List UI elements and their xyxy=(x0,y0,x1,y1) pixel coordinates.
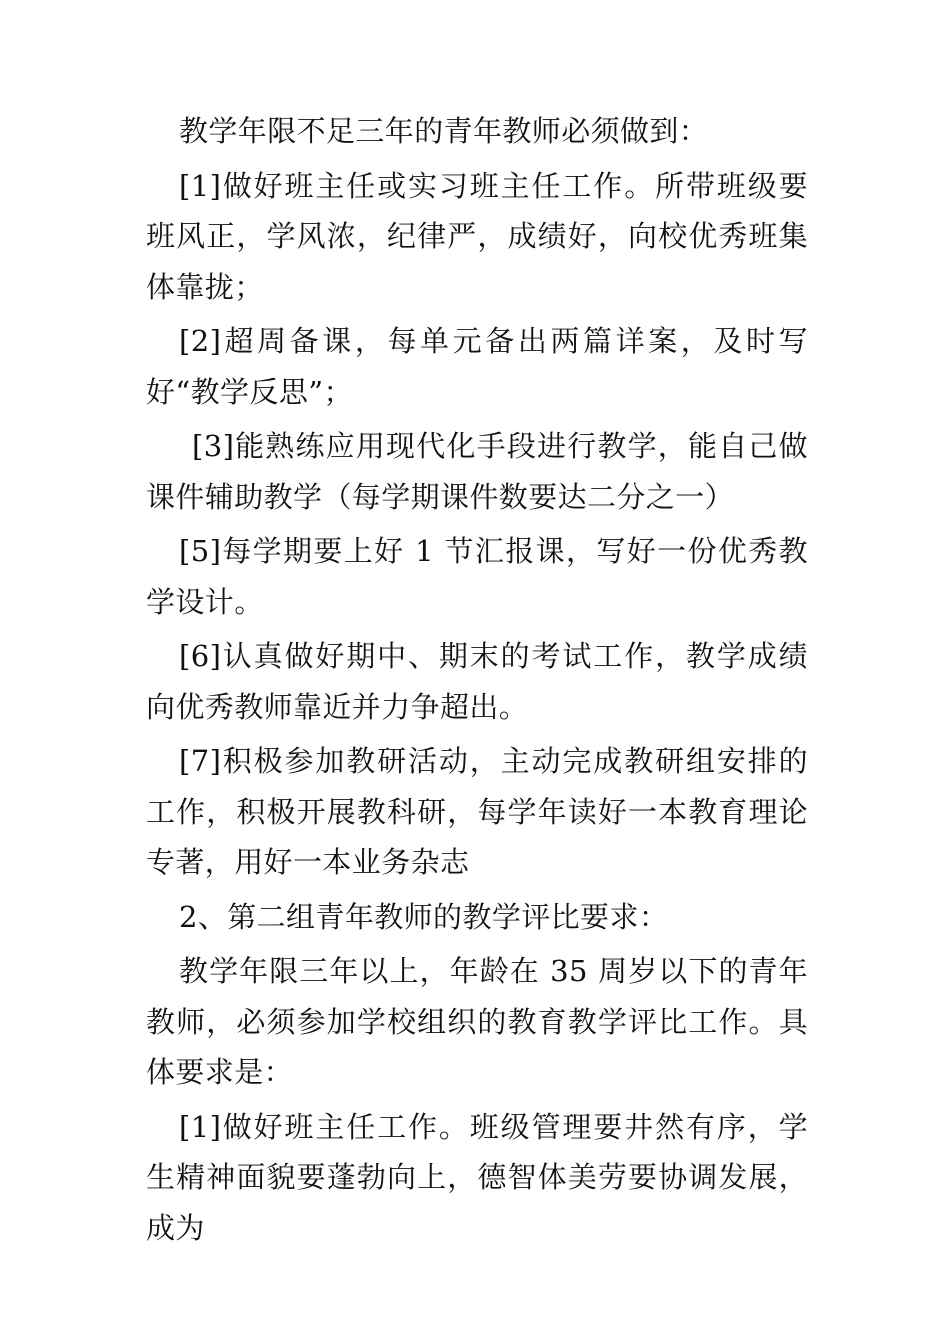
paragraph-item-1: [1]做好班主任或实习班主任工作。所带班级要班风正，学风浓，纪律严，成绩好，向校优秀班集体靠拢； xyxy=(146,168,808,304)
paragraph-intro: 教学年限不足三年的青年教师必须做到： xyxy=(179,114,709,148)
paragraph-item-6: [6]认真做好期中、期末的考试工作，教学成绩向优秀教师靠近并力争超出。 xyxy=(146,639,808,724)
paragraph-group-2-intro: 教学年限三年以上，年龄在 35 周岁以下的青年教师，必须参加学校组织的教育教学评比工作。具体要求是： xyxy=(146,954,808,1089)
paragraph-item-3: [3]能熟练应用现代化手段进行教学，能自己做课件辅助教学（每学期课件数要达二分之一） xyxy=(146,429,808,514)
paragraph-group-2-item-1: [1]做好班主任工作。班级管理要井然有序，学生精神面貌要蓬勃向上，德智体美劳要协调发展，成为 xyxy=(146,1109,808,1245)
section-heading-group-2: 2、第二组青年教师的教学评比要求： xyxy=(179,899,669,934)
paragraph-item-7: [7]积极参加教研活动，主动完成教研组安排的工作，积极开展教科研，每学年读好一本教育理论专著，用好一本业务杂志 xyxy=(146,744,808,879)
document-body xyxy=(146,106,808,1257)
paragraph-item-5: [5]每学期要上好 1 节汇报课，写好一份优秀教学设计。 xyxy=(146,534,808,619)
paragraph-item-2: [2]超周备课，每单元备出两篇详案，及时写好“教学反思”； xyxy=(146,324,808,409)
